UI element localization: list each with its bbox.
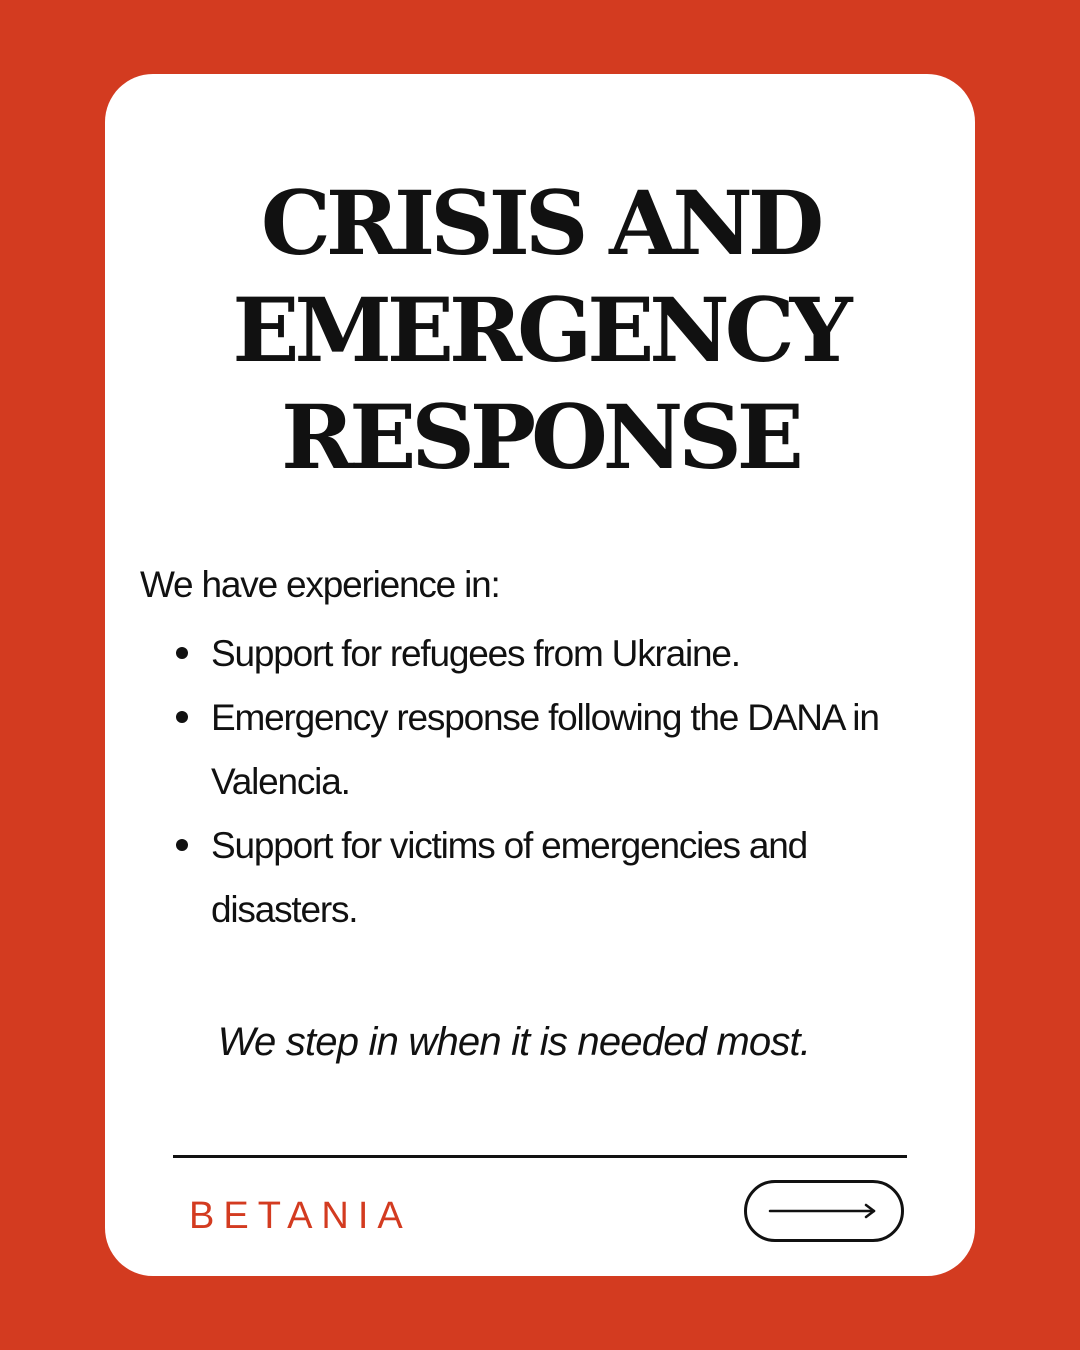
bullet-icon [176,647,188,659]
title-line-2: EMERGENCY [232,278,848,382]
experience-list [173,622,893,942]
list-item [173,686,893,814]
betania-logo: BETANIA [189,1195,412,1237]
tagline: We step in when it is needed most. [217,1020,811,1064]
list-item [173,814,893,942]
intro-text: We have experience in: [140,564,500,605]
title-line-1: CRISIS AND [260,171,820,275]
page-title [0,170,1080,491]
divider [173,1155,907,1158]
list-item-text: Emergency response following the DANA in Valencia. [211,697,879,802]
next-button[interactable] [744,1180,904,1242]
list-item [173,622,893,686]
title-line-3: RESPONSE [281,385,799,489]
list-item-text: Support for refugees from Ukraine. [211,633,740,674]
arrow-right-icon [768,1203,880,1219]
list-item-text: Support for victims of emergencies and disasters. [211,825,808,930]
bullet-icon [176,711,188,723]
bullet-icon [176,839,188,851]
